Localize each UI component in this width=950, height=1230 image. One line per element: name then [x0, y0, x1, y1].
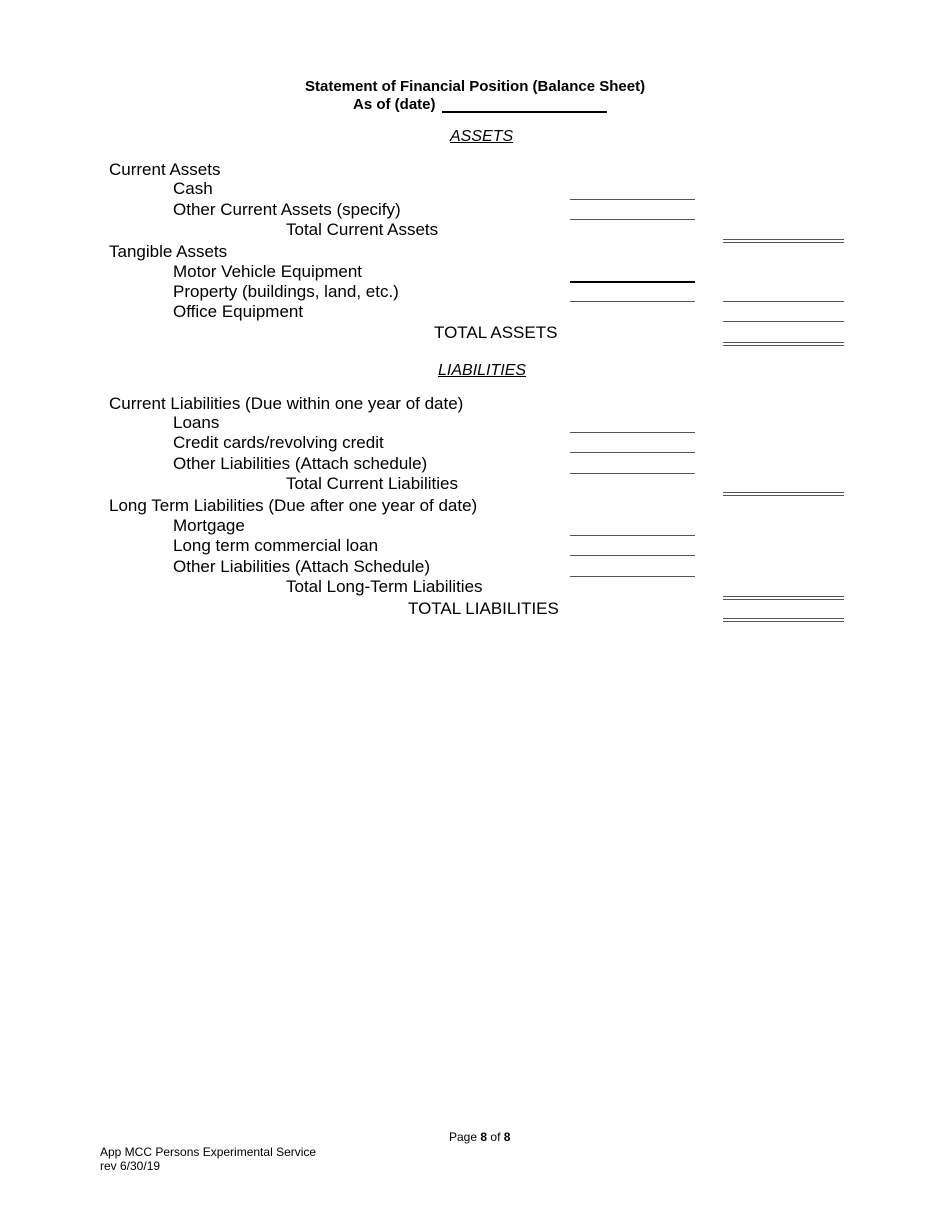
mortgage-field[interactable]	[570, 535, 695, 536]
total-liabilities-label: TOTAL LIABILITIES	[408, 599, 559, 618]
other-long-term-liabilities-label: Other Liabilities (Attach Schedule)	[173, 557, 431, 576]
loans-field[interactable]	[570, 432, 695, 433]
property-field[interactable]	[570, 301, 695, 302]
total-current-liabilities-label: Total Current Liabilities	[286, 474, 458, 493]
other-long-term-liabilities-field[interactable]	[570, 576, 695, 577]
as-of-date-field[interactable]	[442, 111, 607, 113]
credit-cards-field[interactable]	[570, 452, 695, 453]
page-prefix: Page	[449, 1130, 478, 1144]
long-term-liabilities-label: Long Term Liabilities (Due after one year of date)	[109, 496, 478, 515]
tangible-subtotal-field[interactable]	[723, 301, 844, 302]
office-equipment-field[interactable]	[723, 321, 844, 322]
property-label: Property (buildings, land, etc.)	[173, 282, 399, 301]
as-of-date-label: As of (date)	[353, 96, 436, 113]
liabilities-heading: LIABILITIES	[438, 362, 527, 379]
other-current-assets-label: Other Current Assets (specify)	[173, 200, 401, 219]
commercial-loan-label: Long term commercial loan	[173, 536, 379, 555]
page-total: 8	[503, 1130, 511, 1144]
total-long-term-liabilities-label: Total Long-Term Liabilities	[286, 577, 483, 596]
other-current-liabilities-label: Other Liabilities (Attach schedule)	[173, 454, 428, 473]
office-equipment-label: Office Equipment	[173, 302, 304, 321]
form-name: App MCC Persons Experimental Service	[100, 1145, 317, 1159]
total-long-term-liabilities-field[interactable]	[723, 596, 844, 600]
motor-vehicle-label: Motor Vehicle Equipment	[173, 262, 362, 281]
other-current-assets-field[interactable]	[570, 219, 695, 220]
motor-vehicle-field[interactable]	[570, 281, 695, 283]
commercial-loan-field[interactable]	[570, 555, 695, 556]
current-assets-label: Current Assets	[109, 160, 221, 179]
total-current-assets-label: Total Current Assets	[286, 220, 439, 239]
page-of: of	[490, 1130, 501, 1144]
total-assets-label: TOTAL ASSETS	[434, 323, 558, 342]
other-current-liabilities-field[interactable]	[570, 473, 695, 474]
revision-date: rev 6/30/19	[100, 1159, 161, 1173]
tangible-assets-label: Tangible Assets	[109, 242, 228, 261]
cash-amount-field[interactable]	[570, 199, 695, 200]
assets-heading: ASSETS	[450, 128, 514, 145]
total-current-liabilities-field[interactable]	[723, 492, 844, 496]
current-liabilities-label: Current Liabilities (Due within one year of date)	[109, 394, 464, 413]
total-current-assets-field[interactable]	[723, 239, 844, 243]
total-liabilities-field[interactable]	[723, 618, 844, 622]
total-assets-field[interactable]	[723, 342, 844, 346]
page-current: 8	[480, 1130, 488, 1144]
credit-cards-label: Credit cards/revolving credit	[173, 433, 384, 452]
document-title: Statement of Financial Position (Balance Sheet)	[305, 78, 646, 95]
cash-label: Cash	[173, 179, 213, 198]
page-number	[449, 1130, 510, 1144]
mortgage-label: Mortgage	[173, 516, 245, 535]
loans-label: Loans	[173, 413, 220, 432]
